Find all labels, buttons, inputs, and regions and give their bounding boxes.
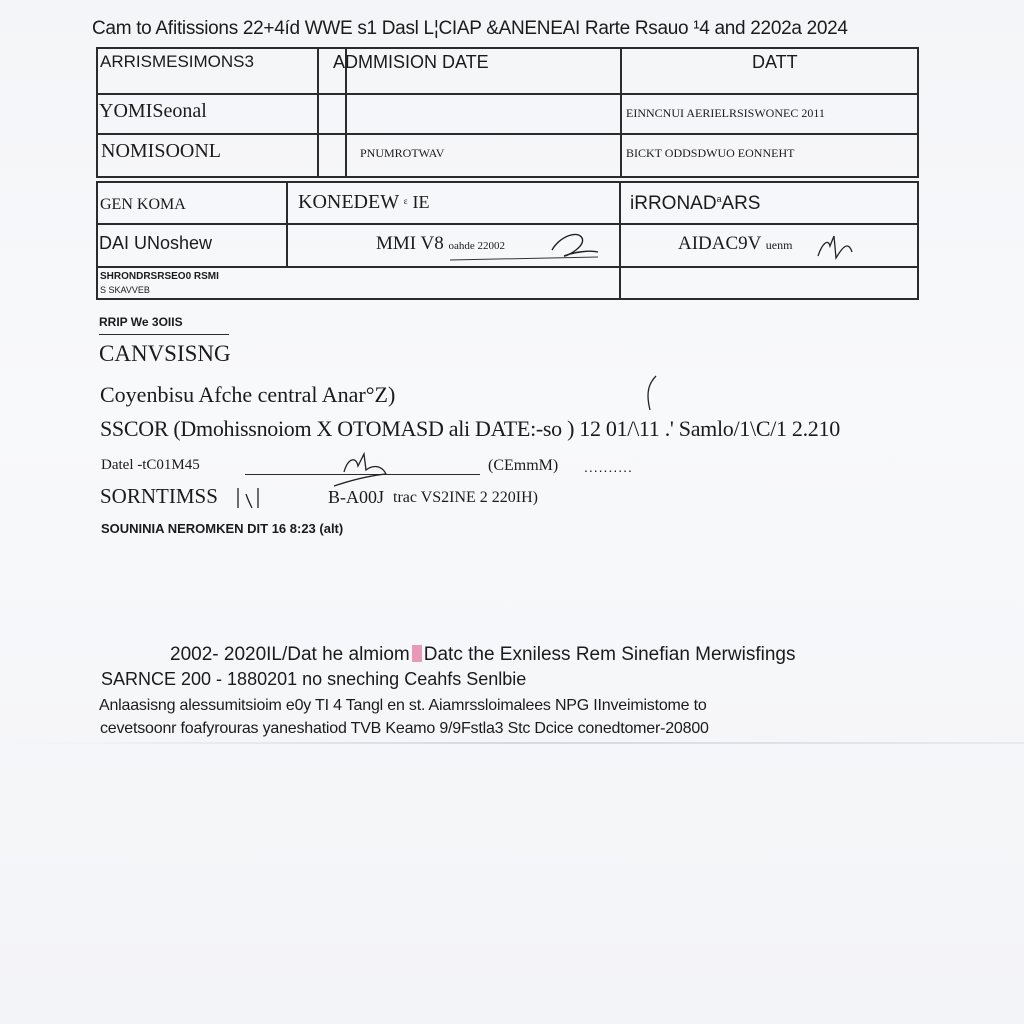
section-small-heading: RRIP We 3OIIS — [99, 315, 183, 329]
section-line-3b: (CEmmM) — [488, 457, 559, 474]
header-admissions: ARRISMESIMONS3 — [100, 52, 254, 71]
paper-fold-crease — [0, 742, 1024, 744]
bottom-row2-label: DAI UNoshew — [99, 233, 213, 253]
table-top-divider-1 — [317, 47, 319, 178]
section-line-4c: trac VS2INE 2 220IH) — [393, 489, 539, 506]
bottom-row3-line1: SHRONDRSRSEO0 RSMI — [100, 271, 219, 282]
section-heading-rule — [99, 334, 229, 335]
section-line-5: SOUNINIA NEROMKEN DIT 16 8:23 (alt) — [101, 521, 344, 536]
table-bottom-divider-2 — [619, 181, 621, 300]
row1-date: EINNCNUI AERIELRSISWONEC 2011 — [626, 106, 825, 120]
notes-line-1b: Datc the Exniless Rem Sinefian Merwisfings — [423, 644, 796, 665]
table-top-rule-1 — [96, 93, 919, 95]
signature-scribble — [330, 446, 440, 490]
table-top-rule-2 — [96, 133, 919, 135]
row2-date: BICKT ODDSDWUO EONNEHT — [626, 146, 795, 160]
bottom-row3-line2: S SKAVVEB — [100, 285, 150, 295]
pink-highlight-mark — [412, 645, 422, 662]
bottom-row2-value-small: oahde 22002 — [448, 240, 506, 252]
row1-label: YOMISeonal — [99, 100, 207, 122]
tick-marks — [232, 484, 292, 512]
header-admission-date: ADMMISION DATE — [333, 52, 489, 72]
notes-line-1 — [170, 644, 795, 666]
document-title: Cam to Aﬁtissions 22+4íd WWE s1 Dasl L¦CIAP &ANENEAI Rarte Rsauo ¹4 and 2202a 2024 — [92, 18, 848, 39]
notes-line-4: cevetsoonr foafyrouras yaneshatiod TVB Keamo 9/9Fstla3 Stc Dcice conedtomer-20800 — [100, 720, 709, 737]
header-date: DATT — [752, 52, 798, 72]
signature-mark-2 — [812, 230, 862, 262]
table-top-divider-3 — [620, 47, 622, 178]
bottom-row1-suffix: IE — [412, 192, 430, 212]
table-bottom-divider-1 — [286, 181, 288, 268]
notes-line-2: SARNCE 200 - 1880201 no sneching Ceahfs Senlbie — [101, 669, 527, 689]
section-line-1: Coyenbisu Afche central Anar°Z) — [100, 382, 396, 407]
pen-stroke-mark — [638, 374, 662, 414]
bottom-row1-date-suffix: ARS — [721, 193, 761, 214]
bottom-row1-date-text: iRRONAD — [630, 193, 717, 214]
bottom-row1-label: GEN KOMA — [100, 196, 186, 213]
bottom-row2-date-text: AIDAC9V — [678, 233, 762, 254]
section-line-4a: SORNTIMSS — [100, 484, 218, 508]
dotted-leader: .......... — [584, 459, 633, 475]
signature-mark-1 — [440, 226, 605, 264]
bottom-row2-value-text: MMI V8 — [376, 233, 444, 254]
bottom-row1-value — [298, 191, 430, 214]
bottom-row1-date — [630, 193, 760, 215]
row2-label: NOMISOONL — [101, 140, 221, 162]
table-bottom-rule-2 — [96, 266, 919, 268]
section-line-2: SSCOR (Dmohissnoiom X OTOMASD ali DATE:-so ) 12 01/\11 .' Samlo/1\C/1 2.210 — [100, 416, 840, 441]
notes-line-3: Anlaasisng alessumitsioim e0y TI 4 Tangl en st. Aiamrssloimalees NPG IInveimistome to — [99, 697, 707, 714]
bottom-row1-value-text: KONEDEW — [298, 191, 399, 213]
table-bottom-rule-1 — [96, 223, 919, 225]
bottom-row2-date-small: uenm — [765, 238, 793, 252]
bottom-row1-date-mark: ᵃ — [716, 193, 722, 208]
section-line-3a: Datel -tC01M45 — [101, 457, 200, 473]
row2-value: PNUMROTWAV — [360, 146, 445, 160]
section-heading: CANVSISNG — [99, 341, 231, 366]
section-line-4b: B-A00J — [328, 487, 385, 507]
notes-line-1a: 2002- 2020IL/Dat he almiom — [170, 644, 410, 665]
bottom-row1-mark: ɛ — [403, 196, 408, 206]
bottom-row2-date — [678, 233, 792, 255]
